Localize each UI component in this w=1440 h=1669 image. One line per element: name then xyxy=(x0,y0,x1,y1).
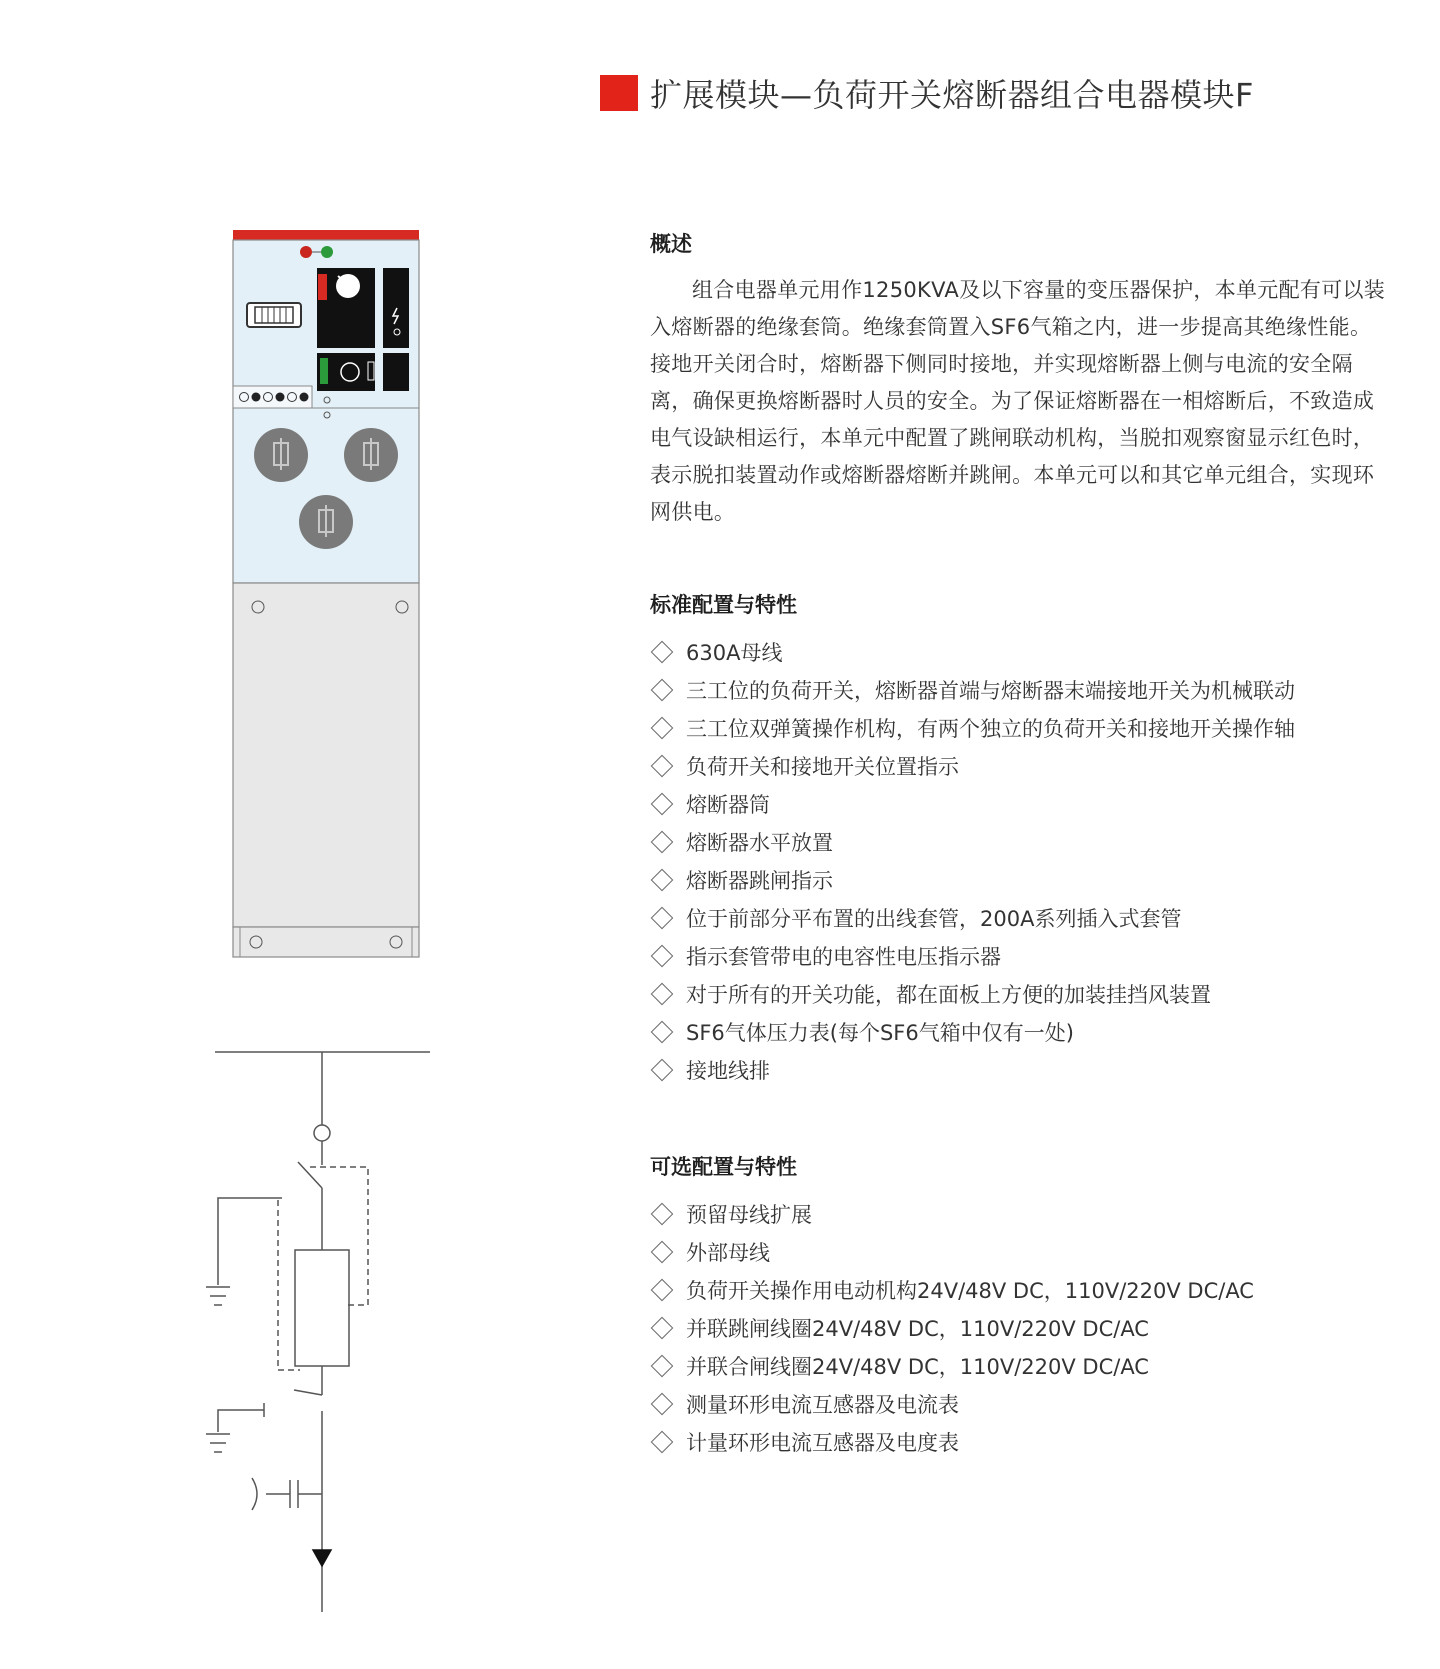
list-item xyxy=(650,861,1390,899)
red-lamp-icon xyxy=(300,246,312,258)
list-item-label: 三工位双弹簧操作机构，有两个独立的负荷开关和接地开关操作轴 xyxy=(686,717,1295,741)
list-item xyxy=(650,1347,1390,1385)
diamond-bullet-icon xyxy=(651,1021,674,1044)
list-item xyxy=(650,747,1390,785)
list-item-label: 630A母线 xyxy=(686,641,783,665)
list-item xyxy=(650,671,1390,709)
list-item xyxy=(650,1423,1390,1461)
diamond-bullet-icon xyxy=(651,1059,674,1082)
list-item xyxy=(650,709,1390,747)
diamond-bullet-icon xyxy=(651,1203,674,1226)
list-item-label: 三工位的负荷开关，熔断器首端与熔断器末端接地开关为机械联动 xyxy=(686,679,1295,703)
diamond-bullet-icon xyxy=(651,717,674,740)
list-item xyxy=(650,1271,1390,1309)
list-item xyxy=(650,937,1390,975)
content-column xyxy=(650,228,1390,1461)
page-title: 扩展模块—负荷开关熔断器组合电器模块F xyxy=(650,76,1254,114)
list-item xyxy=(650,1309,1390,1347)
single-line-diagram xyxy=(206,1052,430,1612)
list-item-label: 测量环形电流互感器及电流表 xyxy=(686,1393,959,1417)
diamond-bullet-icon xyxy=(651,831,674,854)
diamond-bullet-icon xyxy=(651,945,674,968)
list-item-label: SF6气体压力表(每个SF6气箱中仅有一处) xyxy=(686,1021,1074,1045)
optional-heading: 可选配置与特性 xyxy=(650,1155,797,1179)
list-item xyxy=(650,633,1390,671)
list-item xyxy=(650,1233,1390,1271)
list-item-label: 外部母线 xyxy=(686,1241,770,1265)
green-lamp-icon xyxy=(321,246,333,258)
list-item-label: 对于所有的开关功能，都在面板上方便的加装挂挡风装置 xyxy=(686,983,1211,1007)
list-item xyxy=(650,1013,1390,1051)
list-item xyxy=(650,785,1390,823)
list-item-label: 接地线排 xyxy=(686,1059,770,1083)
diamond-bullet-icon xyxy=(651,1431,674,1454)
diamond-bullet-icon xyxy=(651,869,674,892)
optional-features-list xyxy=(650,1195,1390,1461)
standard-heading: 标准配置与特性 xyxy=(650,593,797,617)
list-item-label: 并联跳闸线圈24V/48V DC，110V/220V DC/AC xyxy=(686,1317,1149,1341)
list-item-label: 熔断器水平放置 xyxy=(686,831,833,855)
diamond-bullet-icon xyxy=(651,641,674,664)
title-accent-square xyxy=(600,75,638,111)
list-item xyxy=(650,1385,1390,1423)
list-item xyxy=(650,1051,1390,1089)
overview-paragraph: 组合电器单元用作1250KVA及以下容量的变压器保护，本单元配有可以装入熔断器的绝缘套筒。绝缘套筒置入SF6气箱之内，进一步提高其绝缘性能。接地开关闭合时，熔断器下侧同时接地，并实现熔断器上侧与电流的安全隔离，确保更换熔断器时人员的安全。为了保证熔断器在一相熔断后，不致造成电气设缺相运行，本单元中配置了跳闸联动机构，当脱扣观察窗显示红色时，表示脱扣装置动作或熔断器熔断并跳闸。本单元可以和其它单元组合，实现环网供电。 xyxy=(650,278,1386,524)
cabinet-front-view xyxy=(233,230,419,957)
list-item-label: 并联合闸线圈24V/48V DC，110V/220V DC/AC xyxy=(686,1355,1149,1379)
list-item xyxy=(650,975,1390,1013)
fuse-cap-icon xyxy=(344,428,398,482)
page-header xyxy=(600,70,1254,116)
diamond-bullet-icon xyxy=(651,793,674,816)
list-item-label: 负荷开关和接地开关位置指示 xyxy=(686,755,959,779)
diamond-bullet-icon xyxy=(651,1355,674,1378)
diamond-bullet-icon xyxy=(651,679,674,702)
fuse-cap-icon xyxy=(254,428,308,482)
list-item-label: 熔断器筒 xyxy=(686,793,770,817)
diamond-bullet-icon xyxy=(651,1279,674,1302)
diamond-bullet-icon xyxy=(651,1317,674,1340)
diamond-bullet-icon xyxy=(651,755,674,778)
diamond-bullet-icon xyxy=(651,907,674,930)
list-item xyxy=(650,823,1390,861)
list-item xyxy=(650,1195,1390,1233)
list-item-label: 熔断器跳闸指示 xyxy=(686,869,833,893)
diamond-bullet-icon xyxy=(651,1393,674,1416)
diamond-bullet-icon xyxy=(651,1241,674,1264)
list-item xyxy=(650,899,1390,937)
overview-heading: 概述 xyxy=(650,232,692,256)
diamond-bullet-icon xyxy=(651,983,674,1006)
list-item-label: 预留母线扩展 xyxy=(686,1203,812,1227)
standard-features-list xyxy=(650,633,1390,1089)
list-item-label: 负荷开关操作用电动机构24V/48V DC，110V/220V DC/AC xyxy=(686,1279,1254,1303)
list-item-label: 位于前部分平布置的出线套管，200A系列插入式套管 xyxy=(686,907,1182,931)
product-figures xyxy=(0,0,560,1669)
fuse-cap-icon xyxy=(299,495,353,549)
list-item-label: 计量环形电流互感器及电度表 xyxy=(686,1431,959,1455)
list-item-label: 指示套管带电的电容性电压指示器 xyxy=(686,945,1001,969)
